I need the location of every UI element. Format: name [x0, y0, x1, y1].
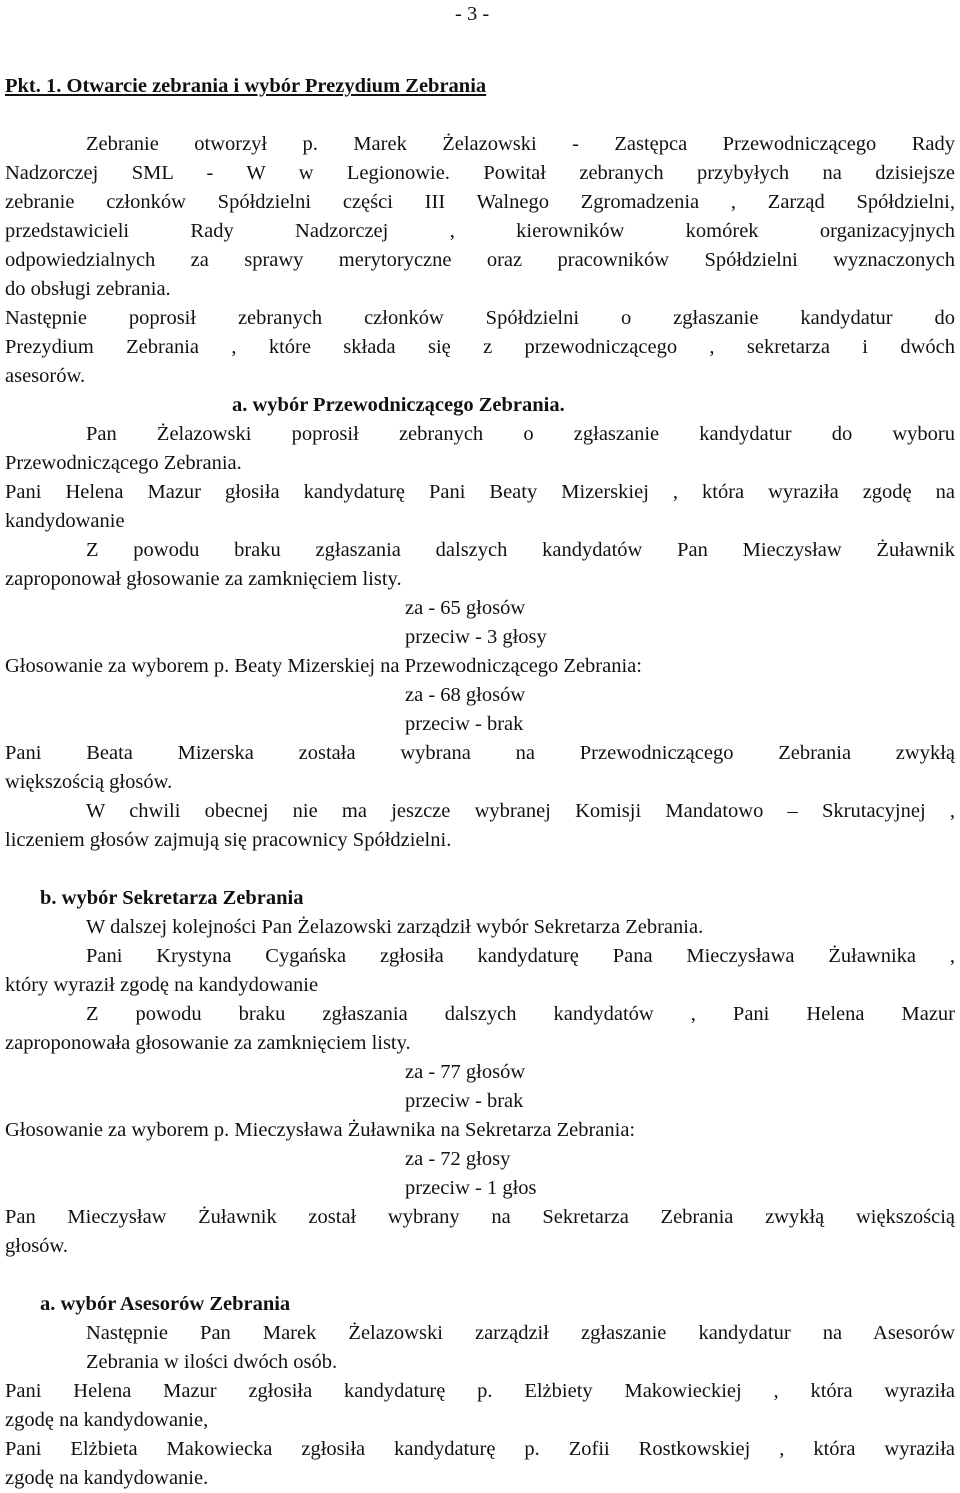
vote-result-for: za - 68 głosów: [405, 684, 526, 706]
paragraph-line: Pan Żelazowski poprosił zebranych o zgłaszanie kandydatur do wyboru: [86, 423, 955, 445]
vote-result-for: za - 65 głosów: [405, 597, 526, 619]
vote-result-for: za - 77 głosów: [405, 1061, 526, 1083]
subsection-heading-chairman: a. wybór Przewodniczącego Zebrania.: [232, 394, 565, 416]
paragraph-line: Z powodu braku zgłaszania dalszych kandydatów , Pani Helena Mazur: [86, 1003, 955, 1025]
vote-result-against: przeciw - brak: [405, 1090, 524, 1112]
subsection-heading-assessors: a. wybór Asesorów Zebrania: [40, 1293, 291, 1315]
paragraph-line: większością głosów.: [5, 771, 173, 793]
subsection-heading-secretary: b. wybór Sekretarza Zebrania: [40, 887, 304, 909]
page-number: - 3 -: [455, 3, 490, 25]
paragraph-line: Głosowanie za wyborem p. Mieczysława Żuławnika na Sekretarza Zebrania:: [5, 1119, 636, 1141]
paragraph-line: do obsługi zebrania.: [5, 278, 171, 300]
spacer: [5, 855, 955, 884]
paragraph-line: W dalszej kolejności Pan Żelazowski zarządził wybór Sekretarza Zebrania.: [86, 916, 704, 938]
spacer: [5, 1261, 955, 1290]
section-heading: Pkt. 1. Otwarcie zebrania i wybór Prezydium Zebrania: [5, 75, 487, 97]
paragraph-line: zaproponowała głosowanie za zamknięciem listy.: [5, 1032, 411, 1054]
paragraph-line: Następnie poprosił zebranych członków Spółdzielni o zgłaszanie kandydatur do: [5, 307, 955, 329]
paragraph-line: Zebranie otworzył p. Marek Żelazowski - Zastępca Przewodniczącego Rady: [86, 133, 955, 155]
document-body: [5, 72, 955, 1493]
paragraph-line: Zebrania w ilości dwóch osób.: [86, 1351, 338, 1373]
paragraph-line: zgodę na kandydowanie,: [5, 1409, 209, 1431]
paragraph-line: liczeniem głosów zajmują się pracownicy Spółdzielni.: [5, 829, 452, 851]
paragraph-line: głosów.: [5, 1235, 69, 1257]
paragraph-line: odpowiedzialnych za sprawy merytoryczne oraz pracowników Spółdzielni wyznaczonych: [5, 249, 955, 271]
paragraph-line: Przewodniczącego Zebrania.: [5, 452, 242, 474]
vote-result-against: przeciw - 3 głosy: [405, 626, 547, 648]
paragraph-line: przedstawicieli Rady Nadzorczej , kierowników komórek organizacyjnych: [5, 220, 955, 242]
paragraph-line: Pani Helena Mazur głosiła kandydaturę Pani Beaty Mizerskiej , która wyraziła zgodę na: [5, 481, 955, 503]
spacer: [5, 101, 955, 130]
paragraph-line: W chwili obecnej nie ma jeszcze wybranej Komisji Mandatowo – Skrutacyjnej ,: [86, 800, 955, 822]
paragraph-line: Pani Helena Mazur zgłosiła kandydaturę p. Elżbiety Makowieckiej , która wyraziła: [5, 1380, 955, 1402]
paragraph-line: Pan Mieczysław Żuławnik został wybrany na Sekretarza Zebrania zwykłą większością: [5, 1206, 955, 1228]
paragraph-line: zgodę na kandydowanie.: [5, 1467, 209, 1489]
paragraph-line: Pani Krystyna Cygańska zgłosiła kandydaturę Pana Mieczysława Żuławnika ,: [86, 945, 955, 967]
paragraph-line: Nadzorczej SML - W w Legionowie. Powitał zebranych przybyłych na dzisiejsze: [5, 162, 955, 184]
paragraph-line: kandydowanie: [5, 510, 125, 532]
paragraph-line: zebranie członków Spółdzielni części III Walnego Zgromadzenia , Zarząd Spółdzielni,: [5, 191, 955, 213]
paragraph-line: Pani Beata Mizerska została wybrana na Przewodniczącego Zebrania zwykłą: [5, 742, 955, 764]
paragraph-line: asesorów.: [5, 365, 86, 387]
paragraph-line: Z powodu braku zgłaszania dalszych kandydatów Pan Mieczysław Żuławnik: [86, 539, 955, 561]
vote-result-against: przeciw - brak: [405, 713, 524, 735]
paragraph-line: Następnie Pan Marek Żelazowski zarządził zgłaszanie kandydatur na Asesorów: [86, 1322, 955, 1344]
paragraph-line: Głosowanie za wyborem p. Beaty Mizerskiej na Przewodniczącego Zebrania:: [5, 655, 642, 677]
paragraph-line: który wyraził zgodę na kandydowanie: [5, 974, 319, 996]
paragraph-line: zaproponował głosowanie za zamknięciem listy.: [5, 568, 402, 590]
vote-result-against: przeciw - 1 głos: [405, 1177, 537, 1199]
vote-result-for: za - 72 głosy: [405, 1148, 511, 1170]
paragraph-line: Pani Elżbieta Makowiecka zgłosiła kandydaturę p. Zofii Rostkowskiej , która wyraziła: [5, 1438, 955, 1460]
paragraph-line: Prezydium Zebrania , które składa się z przewodniczącego , sekretarza i dwóch: [5, 336, 955, 358]
